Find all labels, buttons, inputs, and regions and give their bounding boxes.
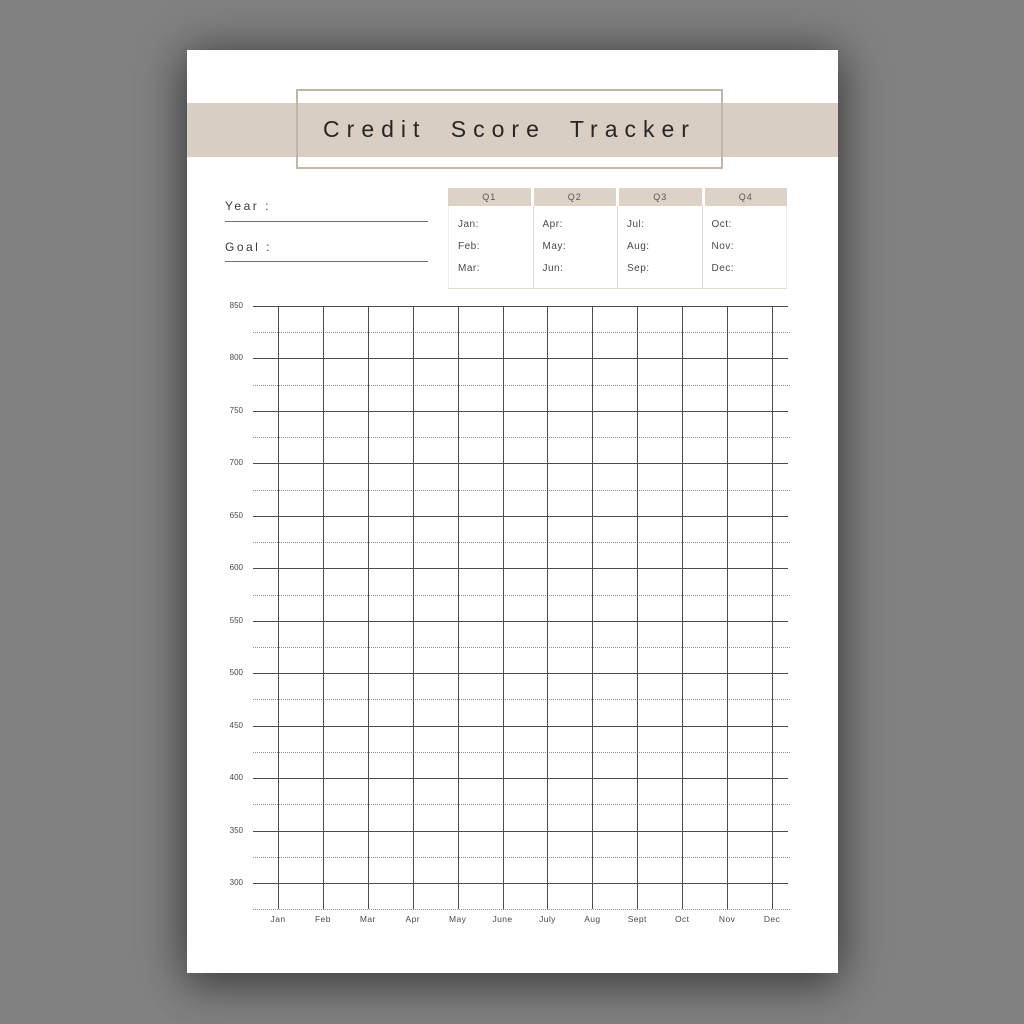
- month-entry: Jan:: [458, 219, 479, 230]
- month-entry: Mar:: [458, 263, 480, 274]
- y-axis-tick-label: 650: [229, 510, 243, 520]
- gridline-major: [253, 358, 788, 359]
- gridline-minor: [253, 647, 790, 648]
- x-axis-month-label: May: [448, 914, 467, 924]
- quarter-header-q3: Q3: [619, 188, 702, 206]
- gridline-major: [253, 778, 788, 779]
- gridline-major: [253, 831, 788, 832]
- gridline-month: [413, 306, 414, 909]
- gridline-month: [323, 306, 324, 909]
- x-axis-month-label: Sept: [627, 914, 647, 924]
- gridline-major: [253, 306, 788, 307]
- y-axis-tick-label: 400: [229, 773, 243, 783]
- gridline-month: [682, 306, 683, 909]
- month-entry: Jul:: [627, 219, 645, 230]
- gridline-minor: [253, 332, 790, 333]
- quarter-header-q4: Q4: [705, 188, 788, 206]
- y-axis-tick-label: 700: [229, 458, 243, 468]
- x-axis-month-label: Mar: [359, 914, 376, 924]
- gridline-minor: [253, 490, 790, 491]
- y-axis-tick-label: 750: [229, 405, 243, 415]
- x-axis-month-label: June: [492, 914, 513, 924]
- gridline-month: [637, 306, 638, 909]
- month-entry: Nov:: [711, 241, 735, 252]
- gridline-major: [253, 726, 788, 727]
- gridline-major: [253, 673, 788, 674]
- y-axis-tick-label: 350: [229, 825, 243, 835]
- gridline-month: [772, 306, 773, 909]
- gridline-minor: [253, 909, 790, 910]
- y-axis-tick-label: 450: [229, 720, 243, 730]
- gridline-month: [503, 306, 504, 909]
- x-axis-month-label: Oct: [674, 914, 690, 924]
- gridline-month: [727, 306, 728, 909]
- gridline-major: [253, 516, 788, 517]
- page-title: Credit Score Tracker: [323, 115, 696, 142]
- gridline-minor: [253, 385, 790, 386]
- x-axis-month-label: July: [539, 914, 556, 924]
- document-page: [187, 50, 838, 973]
- gridline-major: [253, 463, 788, 464]
- y-axis-tick-label: 300: [229, 878, 243, 887]
- y-axis-tick-label: 500: [229, 668, 243, 678]
- gridline-month: [368, 306, 369, 909]
- gridline-minor: [253, 699, 790, 700]
- x-axis-month-label: Aug: [584, 914, 601, 924]
- month-entry: Feb:: [458, 241, 481, 252]
- credit-score-chart: [187, 50, 838, 973]
- quarter-header-q1: Q1: [448, 188, 531, 206]
- month-entry: Sep:: [627, 263, 650, 274]
- gridline-minor: [253, 857, 790, 858]
- y-axis-tick-label: 600: [229, 563, 243, 573]
- year-label: Year :: [225, 199, 271, 213]
- month-entry: Dec:: [711, 263, 735, 274]
- gridline-month: [458, 306, 459, 909]
- month-entry: May:: [542, 241, 567, 252]
- quarter-header-q2: Q2: [534, 188, 617, 206]
- gridline-minor: [253, 542, 790, 543]
- gridline-major: [253, 411, 788, 412]
- gridline-minor: [253, 752, 790, 753]
- gridline-month: [547, 306, 548, 909]
- gridline-month: [278, 306, 279, 909]
- gridline-minor: [253, 595, 790, 596]
- y-axis-tick-label: 800: [229, 353, 243, 363]
- x-axis-month-label: Apr: [405, 914, 420, 924]
- month-entry: Apr:: [542, 219, 563, 230]
- x-axis-month-label: Feb: [314, 914, 331, 924]
- x-axis-month-label: Dec: [763, 914, 781, 924]
- gridline-minor: [253, 437, 790, 438]
- gridline-month: [592, 306, 593, 909]
- gridline-major: [253, 883, 788, 884]
- gridline-major: [253, 568, 788, 569]
- x-axis-month-label: Jan: [270, 914, 286, 924]
- goal-label: Goal :: [225, 240, 273, 254]
- month-entry: Oct:: [711, 219, 732, 230]
- y-axis-tick-label: 850: [229, 301, 243, 310]
- x-axis-month-label: Nov: [718, 914, 736, 924]
- gridline-minor: [253, 804, 790, 805]
- gridline-major: [253, 621, 788, 622]
- month-entry: Jun:: [542, 263, 564, 274]
- month-entry: Aug:: [627, 241, 650, 252]
- y-axis-tick-label: 550: [229, 615, 243, 625]
